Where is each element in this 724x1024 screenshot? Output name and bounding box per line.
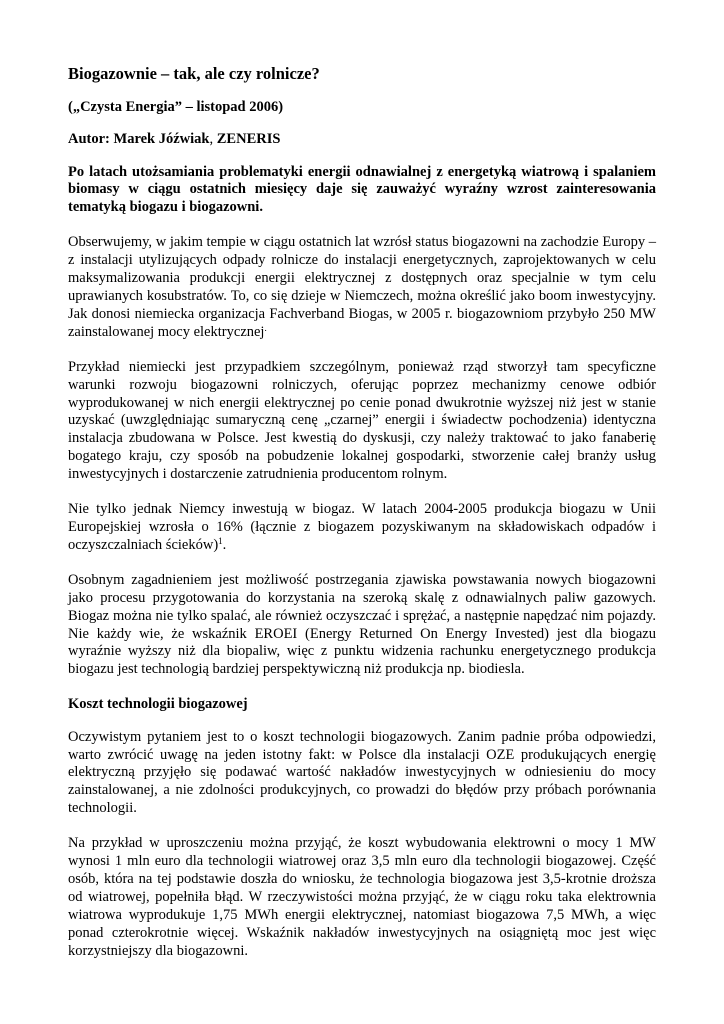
article-title: Biogazownie – tak, ale czy rolnicze?: [68, 64, 320, 83]
paragraph-1-text: Obserwujemy, w jakim tempie w ciągu ostatnich lat wzrósł status biogazowni na zachodzie Europy – z instalacji utylizujących odpady rolnicze do instalacji energetycznych, zaprojektowanych w celu maksymalizowania produkcji energii elektrycznej z dostępnych oraz specjalnie w tym celu uprawianych kosubstratów. To, co się dzieje w Niemczech, można określić jako boom inwestycyjny. Jak donosi niemiecka organizacja Fachverband Biogas, w 2005 r. biogazowniom przybyło 250 MW zainstalowanej mocy elektrycznej: [68, 234, 656, 340]
paragraph-2: Przykład niemiecki jest przypadkiem szczególnym, ponieważ rząd stworzył tam specyficzne warunki rozwoju biogazowni rolniczych, oferując poprzez mechanizmy cenowe odbiór wyprodukowanej w nich energii elektrycznej po cenie ponad dwukrotnie wyższej niż jest w stanie uzyskać (uwzględniając sumaryczną cenę „czarnej” energii i świadectw pochodzenia) identyczna instalacja zbudowana w Polsce. Jest kwestią do dyskusji, czy należy traktować to jako fanaberię bogatego kraju, czy sposób na pobudzenie lokalnej gospodarki, stworzenie całej branży usług inwestycyjnych i dostarczenie zatrudnienia producentom rolnym.: [68, 358, 656, 483]
author-separator: ,: [209, 131, 214, 148]
paragraph-3-end: .: [222, 536, 227, 553]
document-page: [68, 64, 656, 978]
lead-paragraph: Po latach utożsamiania problematyki energii odnawialnej z energetyką wiatrową i spalaniem biomasy w ciągu ostatnich miesięcy daje się zauważyć wyraźny wzrost zainteresowania tematyką biogazu i biogazowni.: [68, 163, 656, 216]
paragraph-6: Na przykład w uproszczeniu można przyjąć, że koszt wybudowania elektrowni o mocy 1 MW wynosi 1 mln euro dla technologii wiatrowej oraz 3,5 mln euro dla technologii biogazowej. Część osób, która na tej podstawie doszła do wniosku, że technologia biogazowa jest 3,5-krotnie droższa od wiatrowej, popełniła błąd. W rzeczywistości można przyjąć, że w ciągu roku taka elektrownia wiatrowa wyprodukuje 1,75 MWh energii elektrycznej, natomiast biogazowa 7,5 MWh, a więc ponad czterokrotnie więcej. Wskaźnik nakładów inwestycyjnych na osiągniętą moc jest więc korzystniejszy dla biogazowni.: [68, 835, 656, 959]
paragraph-1-mark: .: [264, 322, 267, 333]
paragraph-3: [68, 501, 656, 555]
paragraph-5: Oczywistym pytaniem jest to o koszt technologii biogazowych. Zanim padnie próba odpowiedzi, warto zwrócić uwagę na jeden istotny fakt: w Polsce dla instalacji OZE produkujących energię elektryczną przyjęło się podawać wartość nakładów inwestycyjnych w odniesieniu do mocy zainstalowanej, a nie zdolności produkcyjnych, co prowadzi do błędów przy próbach porównania technologii.: [68, 728, 656, 817]
paragraph-4: Osobnym zagadnieniem jest możliwość postrzegania zjawiska powstawania nowych biogazowni jako procesu przygotowania do korzystania na szeroką skalę z odnawialnych paliw gazowych. Biogaz można nie tylko spalać, ale również oczyszczać i sprężać, a następnie napędzać nim pojazdy. Nie każdy wie, że wskaźnik EROEI (Energy Returned On Energy Invested) jest dla biogazu wyraźnie wyższy niż dla biopaliw, więc z punktu widzenia rachunku energetycznego produkcja biogazu jest technologią bardziej perspektywiczną niż produkcja np. biodiesla.: [68, 571, 656, 678]
author-name: Autor: Marek Jóźwiak: [68, 131, 210, 148]
article-source: („Czysta Energia” – listopad 2006): [68, 98, 284, 115]
paragraph-3-text: Nie tylko jednak Niemcy inwestują w biogaz. W latach 2004-2005 produkcja biogazu w Unii Europejskiej wzrosła o 16% (łącznie z biogazem pozyskiwanym na składowiskach odpadów i oczyszczalniach ścieków): [68, 501, 656, 553]
paragraph-1: [68, 234, 656, 341]
author-organization: ZENERIS: [213, 131, 281, 148]
footnote-ref-1[interactable]: 1: [218, 535, 223, 546]
section-heading: Koszt technologii biogazowej: [68, 696, 248, 713]
article-author: [68, 131, 656, 148]
